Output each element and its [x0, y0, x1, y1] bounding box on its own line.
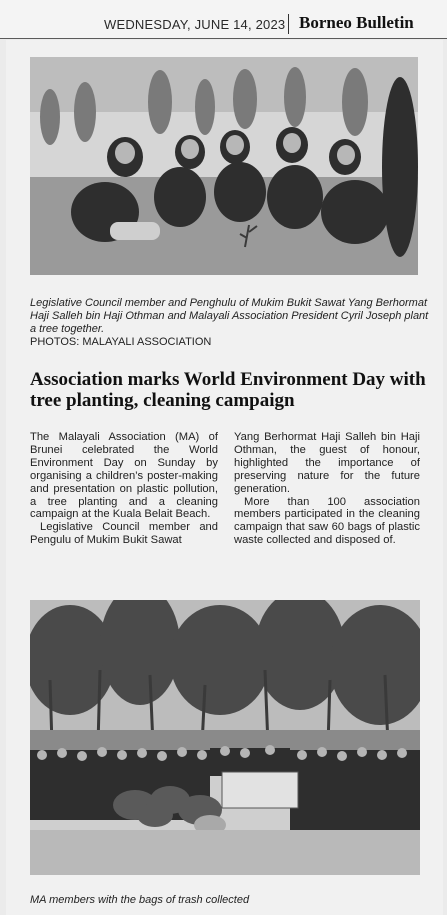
group-photo-trash-bags — [30, 600, 420, 875]
newspaper-title: Borneo Bulletin — [299, 13, 414, 32]
article-paragraph: More than 100 association members participated in the cleaning campaign that saw 60 bags of plastic waste collected and disposed of. — [234, 495, 420, 547]
article-paragraph: The Malayali Association (MA) of Brunei celebrated the World Environment Day on Sunday by organising a children’s poster-making and presentation on plastic pollution, a tree planting and a cleaning campaign at the Kuala Belait Beach. — [30, 431, 218, 521]
article-column-2 — [234, 431, 420, 547]
article-paragraph: Yang Berhormat Haji Salleh bin Haji Othman, the guest of honour, highlighted the importance of preserving nature for the future generation. — [234, 431, 420, 495]
photo-credit: PHOTOS: MALAYALI ASSOCIATION — [30, 336, 212, 348]
tree-planting-photo — [30, 57, 418, 275]
article-headline: Association marks World Environment Day with tree planting, cleaning campaign — [30, 369, 426, 411]
photo-caption-group: MA members with the bags of trash collected — [30, 894, 250, 906]
caption-text: Legislative Council member and Penghulu of Mukim Bukit Sawat Yang Berhormat Haji Salleh bin Haji Othman and Malayali Association President Cyril Joseph plant a tree together. — [30, 297, 429, 335]
article-column-1 — [30, 431, 218, 547]
article-paragraph: Legislative Council member and Pengulu of Mukim Bukit Sawat — [30, 521, 218, 547]
masthead — [0, 0, 447, 39]
photo-caption-tree-planting — [30, 297, 430, 349]
masthead-divider — [288, 14, 289, 34]
issue-date: WEDNESDAY, JUNE 14, 2023 — [104, 17, 286, 32]
